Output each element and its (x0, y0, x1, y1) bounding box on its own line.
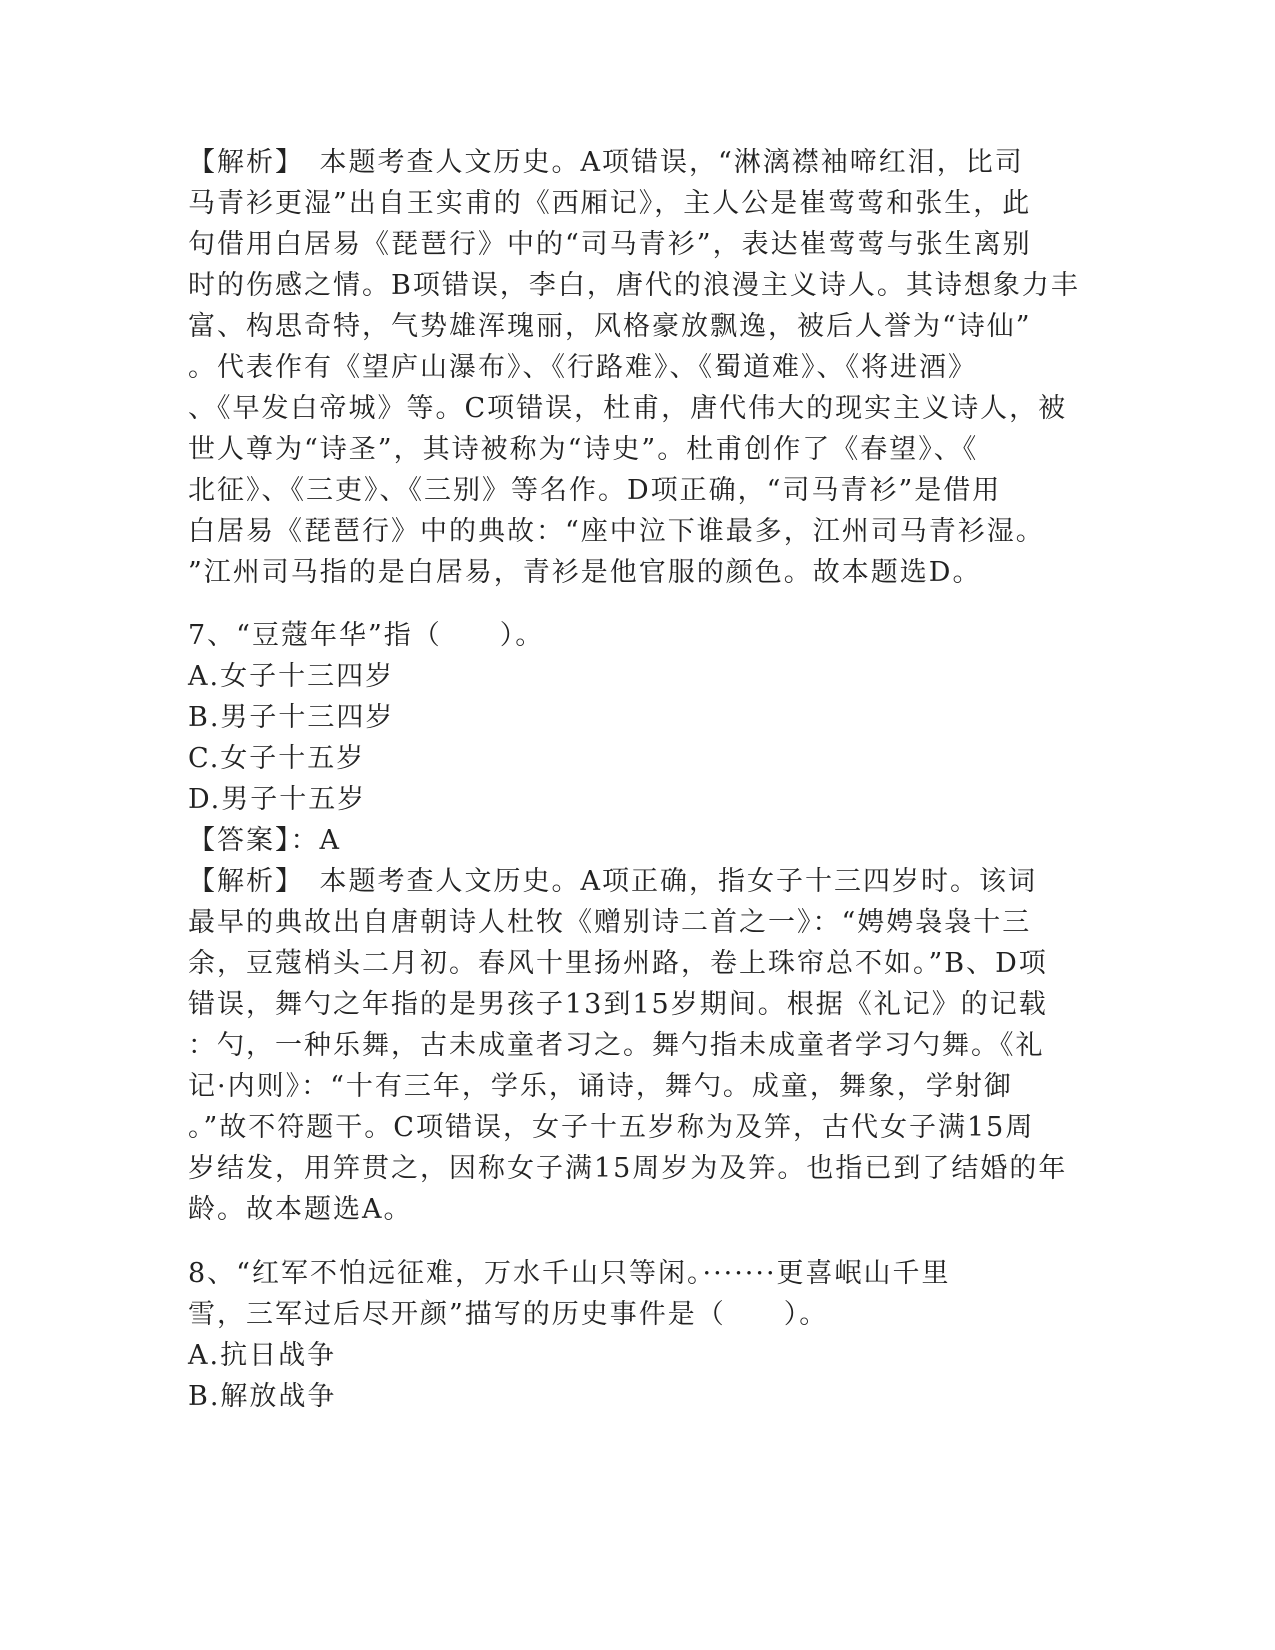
q7-analysis-line: 最早的典故出自唐朝诗人杜牧《赠别诗二首之一》：“娉娉袅袅十三 (188, 907, 1032, 938)
q6-analysis-line: 白居易《琵琶行》中的典故：“座中泣下谁最多，江州司马青衫湿。 (188, 516, 1045, 547)
q6-analysis-line: 世人尊为“诗圣”，其诗被称为“诗史”。杜甫创作了《春望》、《 (188, 434, 979, 465)
q7-option-b: B.男子十三四岁 (188, 702, 395, 733)
q6-analysis-line: 北征》、《三吏》、《三别》等名作。D项正确，“司马青衫”是借用 (188, 475, 1002, 506)
q6-analysis-line: 【解析】 本题考查人文历史。A项错误，“淋漓襟袖啼红泪，比司 (188, 147, 1024, 178)
q7-analysis-line: 余，豆蔻梢头二月初。春风十里扬州路，卷上珠帘总不如。”B、D项 (188, 948, 1048, 979)
q8-question-line: 8、“红军不怕远征难，万水千山只等闲。·······更喜岷山千里 (188, 1258, 951, 1289)
q7-analysis-line: 错误，舞勺之年指的是男孩子13到15岁期间。根据《礼记》的记载 (188, 989, 1048, 1020)
q8-option-a: A.抗日战争 (188, 1340, 337, 1371)
q7-analysis-line: 。”故不符题干。C项错误，女子十五岁称为及笄，古代女子满15周 (188, 1112, 1035, 1143)
q8-question-line: 雪，三军过后尽开颜”描写的历史事件是（ ）。 (188, 1299, 829, 1330)
q6-analysis-line: ”江州司马指的是白居易，青衫是他官服的颜色。故本题选D。 (188, 557, 982, 588)
q6-analysis-line: 时的伤感之情。B项错误，李白，唐代的浪漫主义诗人。其诗想象力丰 (188, 270, 1080, 301)
q7-answer: 【答案】：A (188, 825, 341, 856)
q7-option-c: C.女子十五岁 (188, 743, 366, 774)
q7-option-d: D.男子十五岁 (188, 784, 367, 815)
q7-analysis-line: 岁结发，用笄贯之，因称女子满15周岁为及笄。也指已到了结婚的年 (188, 1153, 1068, 1184)
q6-analysis-line: 。代表作有《望庐山瀑布》、《行路难》、《蜀道难》、《将进酒》 (188, 352, 977, 383)
q6-analysis-line: 、《早发白帝城》等。C项错误，杜甫，唐代伟大的现实主义诗人，被 (188, 393, 1068, 424)
q6-analysis-line: 马青衫更湿”出自王实甫的《西厢记》，主人公是崔莺莺和张生，此 (188, 188, 1032, 219)
q6-analysis-line: 富、构思奇特，气势雄浑瑰丽，风格豪放飘逸，被后人誉为“诗仙” (188, 311, 1032, 342)
q7-option-a: A.女子十三四岁 (188, 661, 395, 692)
q7-analysis-line: 龄。故本题选A。 (188, 1194, 413, 1225)
q8-option-b: B.解放战争 (188, 1381, 337, 1412)
q6-analysis-line: 句借用白居易《琵琶行》中的“司马青衫”，表达崔莺莺与张生离别 (188, 229, 1032, 260)
q7-analysis-line: 【解析】 本题考查人文历史。A项正确，指女子十三四岁时。该词 (188, 866, 1037, 897)
q7-analysis-line: 记·内则》：“十有三年，学乐，诵诗，舞勺。成童，舞象，学射御 (188, 1071, 1013, 1102)
q7-analysis-line: ：勺，一种乐舞，古未成童者习之。舞勺指未成童者学习勺舞。《礼 (188, 1030, 1045, 1061)
q7-question: 7、“豆蔻年华”指（ ）。 (188, 620, 545, 651)
